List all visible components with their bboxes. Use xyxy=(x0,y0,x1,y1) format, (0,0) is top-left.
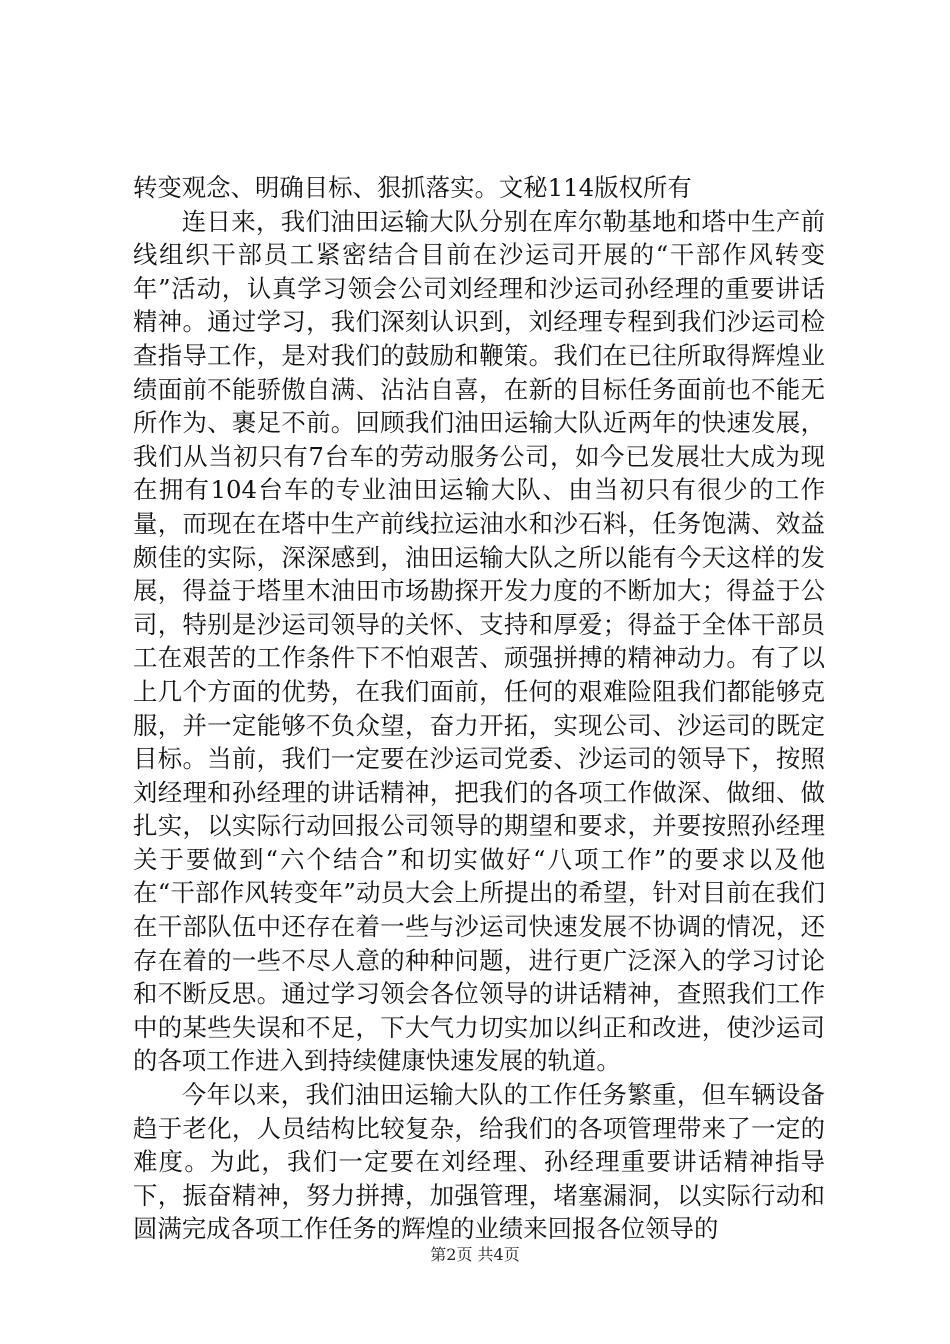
heading-line: 转变观念、明确目标、狠抓落实。文秘114版权所有 xyxy=(133,173,692,202)
page-footer xyxy=(0,1245,950,1265)
paragraph-2: 今年以来，我们油田运输大队的工作任务繁重，但车辆设备趋于老化，人员结构比较复杂，给我们的各项管理带来了一定的难度。为此，我们一定要在刘经理、孙经理重要讲话精神指导下，振奋精神，努力拼搏，加强管理，堵塞漏洞，以实际行动和圆满完成各项工作任务的辉煌的业绩来回报各位领导的 xyxy=(133,1080,825,1244)
page-indicator: 第2页 共4页 xyxy=(430,1245,520,1264)
document-body xyxy=(133,171,825,1246)
paragraph-1: 连日来，我们油田运输大队分别在库尔勒基地和塔中生产前线组织干部员工紧密结合目前在沙运司开展的“干部作风转变年”活动，认真学习领会公司刘经理和沙运司孙经理的重要讲话精神。通过学习，我们深刻认识到，刘经理专程到我们沙运司检查指导工作，是对我们的鼓励和鞭策。我们在已往所取得辉煌业绩面前不能骄傲自满、沾沾自喜，在新的目标任务面前也不能无所作为、裹足不前。回顾我们油田运输大队近两年的快速发展，我们从当初只有7台车的劳动服务公司，如今已发展壮大成为现在拥有104台车的专业油田运输大队、由当初只有很少的工作量，而现在在塔中生产前线拉运油水和沙石料，任务饱满、效益颇佳的实际，深深感到，油田运输大队之所以能有今天这样的发展，得益于塔里木油田市场勘探开发力度的不断加大；得益于公司，特别是沙运司领导的关怀、支持和厚爱；得益于全体干部员工在艰苦的工作条件下不怕艰苦、顽强拼搏的精神动力。有了以上几个方面的优势，在我们面前，任何的艰难险阻我们都能够克服，并一定能够不负众望，奋力开拓，实现公司、沙运司的既定目标。当前，我们一定要在沙运司党委、沙运司的领导下，按照刘经理和孙经理的讲话精神，把我们的各项工作做深、做细、做扎实，以实际行动回报公司领导的期望和要求，并要按照孙经理关于要做到“六个结合”和切实做好“八项工作”的要求以及他在“干部作风转变年”动员大会上所提出的希望，针对目前在我们在干部队伍中还存在着一些与沙运司快速发展不协调的情况，还存在着的一些不尽人意的种种问题，进行更广泛深入的学习讨论和不断反思。通过学习领会各位领导的讲话精神，查照我们工作中的某些失误和不足，下大气力切实加以纠正和改进，使沙运司的各项工作进入到持续健康快速发展的轨道。 xyxy=(133,206,825,1076)
